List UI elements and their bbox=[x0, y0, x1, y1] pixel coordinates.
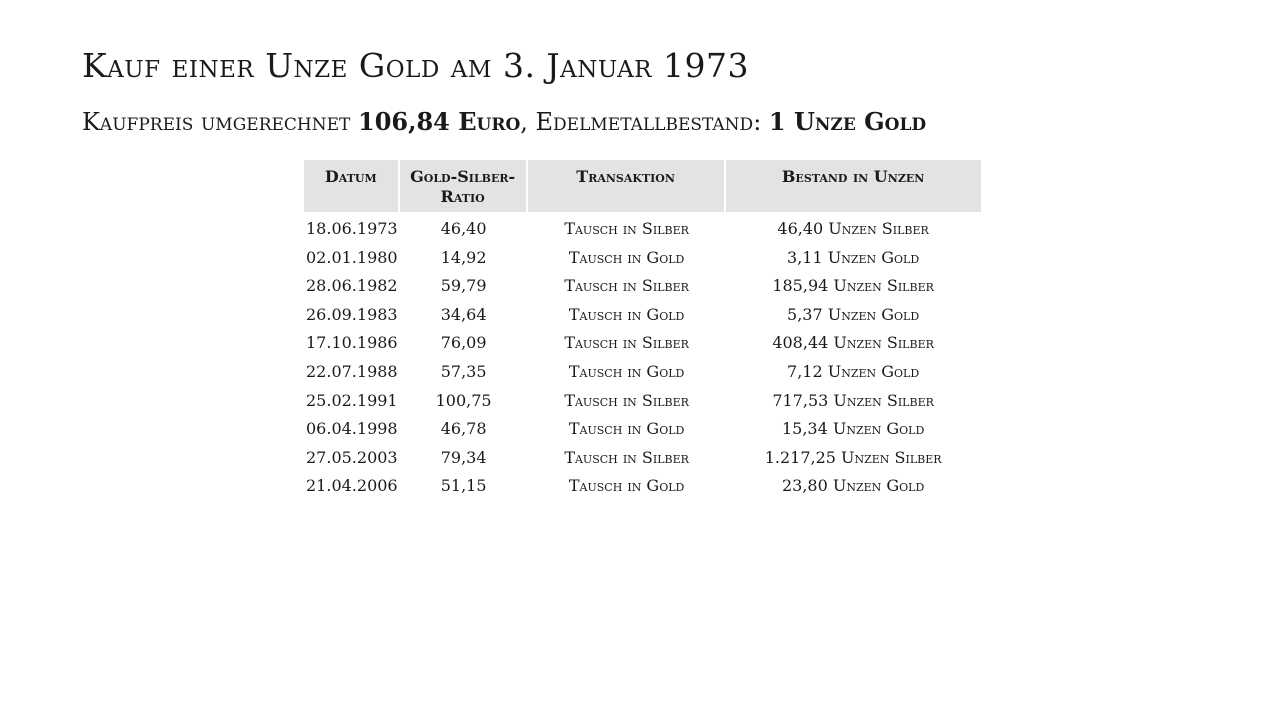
page-title: Kauf einer Unze Gold am 3. Januar 1973 bbox=[82, 46, 749, 85]
cell-date: 25.02.1991 bbox=[306, 390, 398, 410]
cell-holding: 15,34 Unzen Gold bbox=[781, 419, 925, 439]
cell-holding: 5,37 Unzen Gold bbox=[787, 304, 920, 324]
subtitle-middle: , Edelmetallbestand: bbox=[520, 108, 769, 136]
column-header-holding: Bestand in Unzen bbox=[726, 160, 981, 212]
table-row bbox=[304, 212, 981, 244]
cell-ratio: 79,34 bbox=[440, 447, 487, 467]
table-header-row bbox=[304, 160, 981, 212]
table-row bbox=[304, 472, 981, 501]
cell-date: 27.05.2003 bbox=[306, 447, 398, 467]
cell-ratio: 51,15 bbox=[440, 476, 487, 496]
column-header-transaction: Transaktion bbox=[528, 160, 726, 212]
cell-date: 06.04.1998 bbox=[306, 419, 398, 439]
cell-date: 17.10.1986 bbox=[306, 333, 398, 353]
page-subtitle bbox=[82, 105, 926, 139]
column-header-ratio: Gold-Silber-Ratio bbox=[400, 160, 528, 212]
cell-date: 18.06.1973 bbox=[306, 219, 398, 238]
table-row bbox=[304, 329, 981, 358]
cell-ratio: 76,09 bbox=[440, 333, 487, 353]
column-header-date: Datum bbox=[304, 160, 400, 212]
cell-date: 28.06.1982 bbox=[306, 276, 398, 296]
purchase-price: 106,84 Euro bbox=[358, 107, 521, 136]
table-row bbox=[304, 244, 981, 273]
cell-transaction: Tausch in Gold bbox=[568, 304, 685, 324]
cell-ratio: 34,64 bbox=[440, 304, 487, 324]
table-row bbox=[304, 358, 981, 387]
cell-transaction: Tausch in Silber bbox=[564, 390, 689, 410]
cell-holding: 3,11 Unzen Gold bbox=[787, 247, 920, 267]
cell-date: 02.01.1980 bbox=[306, 247, 398, 267]
table-row bbox=[304, 272, 981, 301]
cell-transaction: Tausch in Silber bbox=[564, 219, 689, 238]
cell-ratio: 59,79 bbox=[440, 276, 487, 296]
cell-holding: 46,40 Unzen Silber bbox=[777, 219, 929, 238]
table-row bbox=[304, 415, 981, 444]
cell-date: 22.07.1988 bbox=[306, 361, 398, 381]
cell-holding: 408,44 Unzen Silber bbox=[772, 333, 934, 353]
cell-date: 26.09.1983 bbox=[306, 304, 398, 324]
cell-ratio: 14,92 bbox=[440, 247, 487, 267]
cell-transaction: Tausch in Gold bbox=[568, 361, 685, 381]
cell-transaction: Tausch in Gold bbox=[568, 419, 685, 439]
table-row bbox=[304, 301, 981, 330]
table-row bbox=[304, 444, 981, 473]
cell-holding: 185,94 Unzen Silber bbox=[772, 276, 934, 296]
cell-holding: 23,80 Unzen Gold bbox=[781, 476, 925, 496]
cell-date: 21.04.2006 bbox=[306, 476, 398, 496]
subtitle-prefix: Kaufpreis umgerechnet bbox=[82, 108, 358, 136]
cell-transaction: Tausch in Silber bbox=[564, 333, 689, 353]
cell-holding: 7,12 Unzen Gold bbox=[787, 361, 920, 381]
cell-holding: 1.217,25 Unzen Silber bbox=[764, 447, 942, 467]
cell-ratio: 46,78 bbox=[440, 419, 487, 439]
cell-ratio: 46,40 bbox=[440, 219, 487, 238]
transaction-table bbox=[304, 160, 981, 501]
metal-holding: 1 Unze Gold bbox=[768, 107, 927, 136]
cell-holding: 717,53 Unzen Silber bbox=[772, 390, 934, 410]
cell-ratio: 100,75 bbox=[435, 390, 492, 410]
cell-transaction: Tausch in Gold bbox=[568, 247, 685, 267]
cell-transaction: Tausch in Silber bbox=[564, 276, 689, 296]
cell-ratio: 57,35 bbox=[440, 361, 487, 381]
table-row bbox=[304, 387, 981, 416]
cell-transaction: Tausch in Gold bbox=[568, 476, 685, 496]
cell-transaction: Tausch in Silber bbox=[564, 447, 689, 467]
